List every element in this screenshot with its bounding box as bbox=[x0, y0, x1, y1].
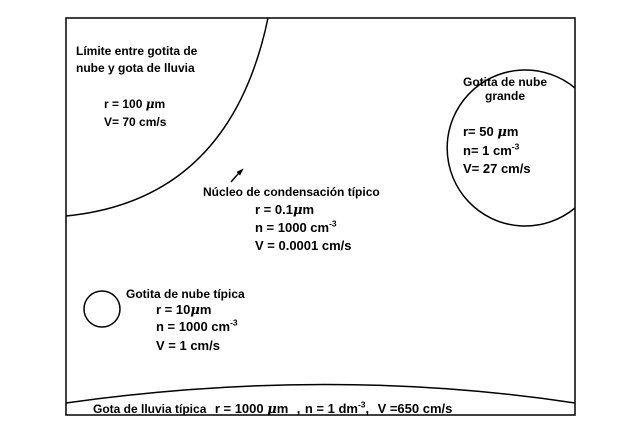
limit-title-line1: Límite entre gotita de bbox=[76, 44, 198, 58]
big-droplet-title-line2: grande bbox=[484, 89, 525, 103]
limit-radius bbox=[104, 97, 165, 111]
mu-symbol: μ bbox=[190, 303, 200, 318]
raindrop-radius-value: r = 1000 bbox=[214, 401, 264, 416]
big-droplet-concentration-value: n= 1 cm bbox=[463, 143, 512, 158]
nucleus-velocity: V = 0.0001 cm/s bbox=[255, 238, 352, 253]
raindrop-title: Gota de lluvia típica bbox=[93, 402, 207, 416]
exponent: -3 bbox=[357, 399, 366, 410]
unit-m: m bbox=[199, 302, 212, 317]
raindrop-concentration bbox=[305, 401, 366, 416]
raindrop-separator-1: , bbox=[296, 401, 301, 416]
mu-symbol: μ bbox=[497, 125, 507, 140]
typical-droplet-velocity: V = 1 cm/s bbox=[156, 338, 220, 353]
typical-droplet-radius bbox=[156, 302, 211, 319]
nucleus-title: Núcleo de condensación típico bbox=[203, 185, 380, 199]
raindrop-concentration-value: n = 1 dm bbox=[304, 401, 358, 416]
limit-velocity: V= 70 cm/s bbox=[104, 115, 167, 129]
big-droplet-radius bbox=[463, 124, 518, 141]
limit-radius-value: r = 100 bbox=[104, 97, 143, 111]
typical-droplet-circle bbox=[84, 291, 120, 327]
nucleus-radius bbox=[255, 202, 314, 219]
mu-symbol: μ bbox=[145, 97, 155, 111]
typical-droplet-radius-value: r = 10 bbox=[156, 302, 191, 317]
exponent: -3 bbox=[230, 317, 238, 328]
mu-symbol: μ bbox=[267, 402, 277, 417]
nucleus-concentration bbox=[255, 220, 337, 236]
raindrop-radius bbox=[215, 401, 289, 416]
big-droplet-radius-value: r= 50 bbox=[463, 124, 494, 139]
typical-droplet-concentration-value: n = 1000 cm bbox=[156, 319, 231, 334]
unit-m: m bbox=[302, 202, 315, 217]
mu-symbol: μ bbox=[292, 203, 303, 218]
unit-m: m bbox=[154, 97, 166, 111]
raindrop-caption bbox=[93, 399, 452, 418]
nucleus-radius-value: r = 0.1 bbox=[255, 202, 293, 217]
exponent: -3 bbox=[511, 141, 520, 152]
typical-droplet-concentration bbox=[156, 319, 238, 335]
limit-title-line2: nube y gota de lluvia bbox=[76, 61, 195, 75]
big-droplet-concentration bbox=[463, 143, 519, 159]
big-droplet-velocity: V= 27 cm/s bbox=[463, 161, 531, 176]
big-droplet-title-line1: Gotita de nube bbox=[463, 75, 547, 89]
raindrop-velocity: V =650 cm/s bbox=[377, 401, 453, 416]
exponent: -3 bbox=[329, 218, 337, 229]
raindrop-separator-2: , bbox=[365, 401, 370, 416]
nucleus-concentration-value: n = 1000 cm bbox=[255, 220, 330, 235]
unit-m: m bbox=[506, 124, 519, 139]
unit-m: m bbox=[276, 401, 289, 416]
typical-droplet-title: Gotita de nube típica bbox=[126, 287, 245, 301]
